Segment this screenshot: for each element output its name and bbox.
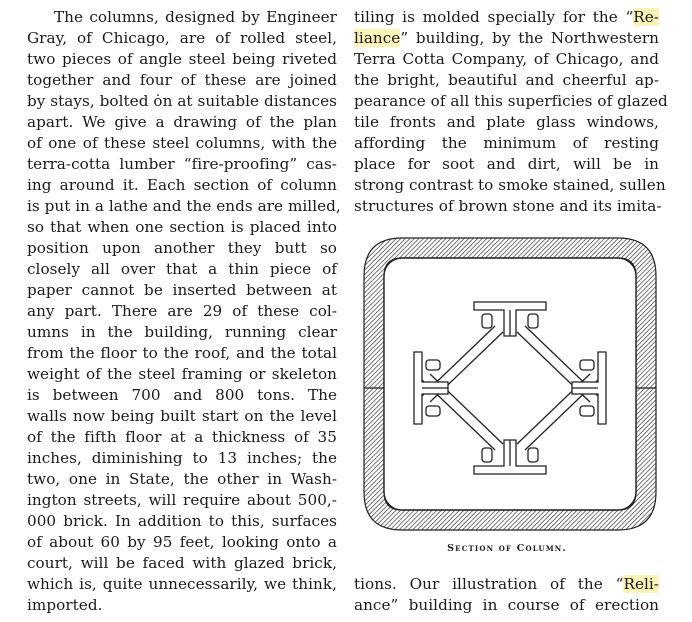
text-line <box>354 7 659 28</box>
highlighted-term: Reli- <box>623 575 659 593</box>
text-span: ” building, by the Northwestern <box>400 29 659 47</box>
text-line: inches, diminishing to 13 inches; the <box>27 449 337 467</box>
text-line: The columns, designed by Engineer <box>54 8 337 26</box>
highlighted-term: liance <box>354 29 401 47</box>
column-section-drawing <box>362 236 658 532</box>
text-line: closely all over that a thin piece of <box>27 260 337 278</box>
text-line: Gray, of Chicago, are of rolled steel, <box>27 29 337 47</box>
text-line: pearance of all this superficies of glazed <box>354 92 668 110</box>
text-line: tile fronts and plate glass windows, <box>354 113 659 131</box>
text-span: tiling is molded specially for the “ <box>354 8 634 26</box>
text-line: Terra Cotta Company, of Chicago, and <box>354 50 659 68</box>
text-line: court, will be faced with glazed brick, <box>27 554 337 572</box>
text-line: umns in the building, running clear <box>27 323 337 341</box>
text-line: two pieces of angle steel being riveted <box>27 50 337 68</box>
column-section-figure <box>362 236 658 532</box>
text-line: ington streets, will require about 500,- <box>27 491 337 509</box>
text-line: any part. There are 29 of these col- <box>27 302 337 320</box>
text-line: position upon another they butt so <box>27 239 337 257</box>
text-span: tions. Our illustration of the “ <box>354 575 624 593</box>
text-line: so that when one section is placed into <box>27 218 337 236</box>
text-line: ance” building in course of erection <box>354 596 659 614</box>
text-line <box>354 28 659 49</box>
figure-caption: Section of Column. <box>447 543 567 554</box>
highlighted-term: Re- <box>633 8 659 26</box>
text-line: of about 60 by 95 feet, looking onto a <box>27 533 337 551</box>
text-line: is put in a lathe and the ends are milled, <box>27 197 341 215</box>
text-line: paper cannot be inserted between at <box>27 281 337 299</box>
text-line: of one of these steel columns, with the <box>27 134 337 152</box>
text-line: weight of the steel framing or skeleton <box>27 365 337 383</box>
text-line: 000 brick. In addition to this, surfaces <box>27 512 337 530</box>
text-line: walls now being built start on the level <box>27 407 337 425</box>
text-line: two, one in State, the other in Wash- <box>27 470 337 488</box>
text-line: structures of brown stone and its imita- <box>354 197 662 215</box>
text-line: terra-cotta lumber “fire-proofing” cas- <box>27 155 337 173</box>
text-line <box>354 574 659 595</box>
text-line: of the fifth floor at a thickness of 35 <box>27 428 337 446</box>
text-line: apart. We give a drawing of the plan <box>27 113 337 131</box>
text-line: the bright, beautiful and cheerful ap- <box>354 71 659 89</box>
text-line: place for soot and dirt, will be in <box>354 155 659 173</box>
text-line: by stays, bolted ȯn at suitable distances <box>27 92 337 110</box>
text-line: from the floor to the roof, and the total <box>27 344 337 362</box>
text-line: ing around it. Each section of column <box>27 176 337 194</box>
text-line: imported. <box>27 596 103 614</box>
text-line: strong contrast to smoke stained, sullen <box>354 176 666 194</box>
text-line: affording the minimum of resting <box>354 134 659 152</box>
text-line: is between 700 and 800 tons. The <box>27 386 337 404</box>
text-line: which is, quite unnecessarily, we think, <box>27 575 337 593</box>
text-line: together and four of these are joined <box>27 71 337 89</box>
